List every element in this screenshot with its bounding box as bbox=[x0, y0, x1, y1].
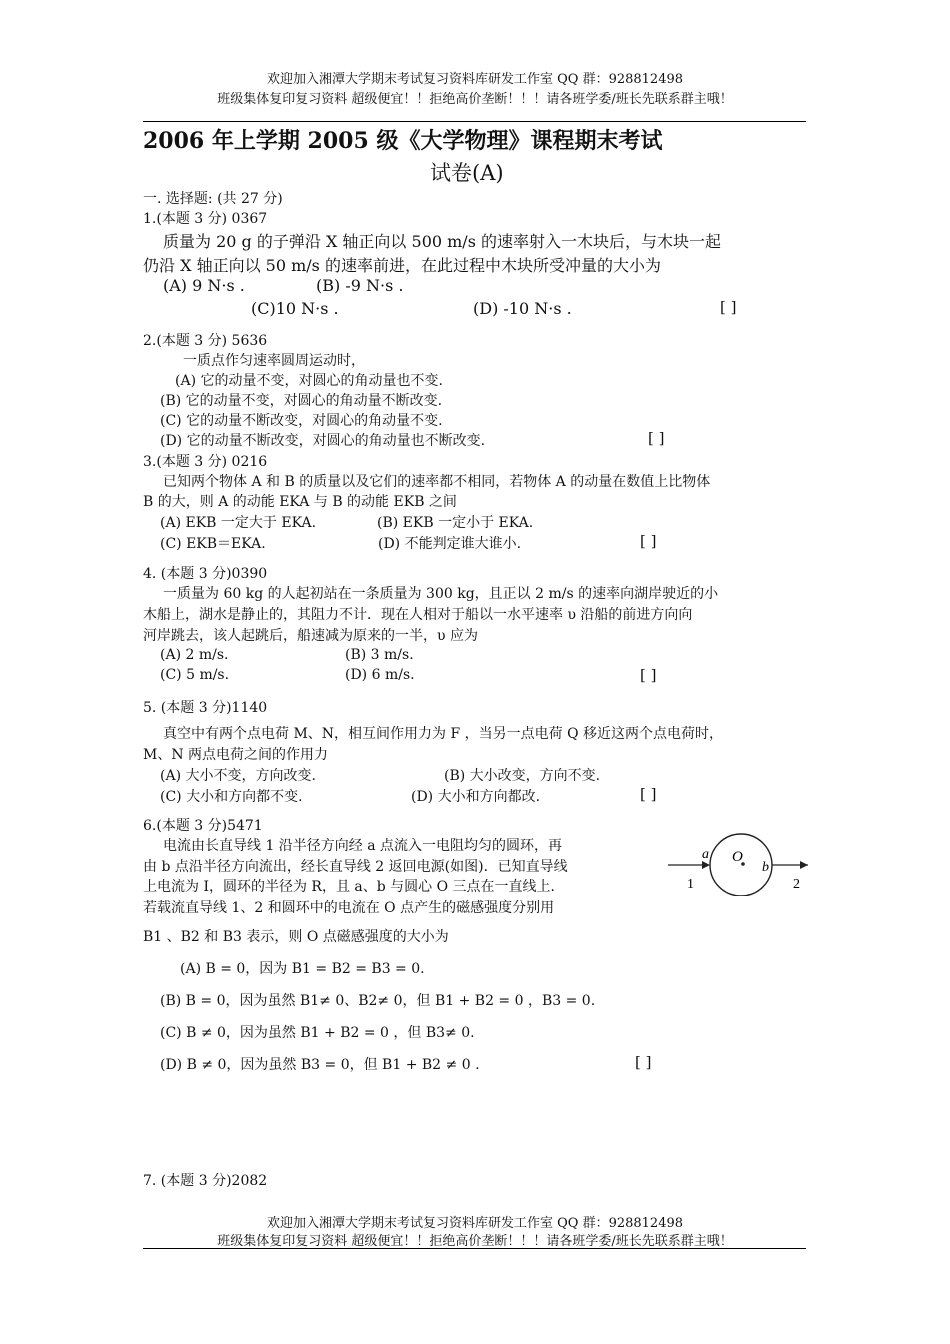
label-wire-1: 1 bbox=[687, 877, 694, 892]
q5-stem-line1: 真空中有两个点电荷 M、N，相互间作用力为 F ，当另一点电荷 Q 移近这两个点电荷时， bbox=[163, 726, 724, 742]
q5-option-b: (B) 大小改变，方向不变. bbox=[444, 768, 601, 784]
exam-subtitle: 试卷(A) bbox=[430, 161, 504, 185]
q5-option-c: (C) 大小和方向都不变. bbox=[160, 789, 303, 805]
q3-answer-bracket[interactable]: [ ] bbox=[640, 532, 657, 550]
page-footer-line1: 欢迎加入湘潭大学期末考试复习资料库研发工作室 QQ 群：928812498 bbox=[266, 1216, 684, 1231]
q1-option-b: (B) -9 N·s . bbox=[316, 276, 404, 295]
page-footer-line2: 班级集体复印复习资料 超级便宜！！拒绝高价垄断！！！请各班学委/班长先联系群主哦！ bbox=[217, 1234, 733, 1249]
q5-option-d: (D) 大小和方向都改. bbox=[411, 789, 541, 805]
q6-option-a: (A) B = 0，因为 B1 = B2 = B3 = 0. bbox=[180, 961, 425, 977]
q6-stem-line5: B1 、B2 和 B3 表示，则 O 点磁感强度的大小为 bbox=[143, 929, 449, 945]
q2-option-a: (A) 它的动量不变，对圆心的角动量也不变. bbox=[175, 373, 443, 389]
q6-header: 6.(本题 3 分)5471 bbox=[143, 818, 263, 834]
q4-answer-bracket[interactable]: [ ] bbox=[640, 666, 657, 684]
q2-stem: 一质点作匀速率圆周运动时， bbox=[183, 353, 365, 369]
q5-stem-line2: M、N 两点电荷之间的作用力 bbox=[143, 747, 329, 763]
q6-option-b: (B) B = 0，因为虽然 B1≠ 0、B2≠ 0，但 B1 + B2 = 0 ，B3 = 0. bbox=[160, 993, 596, 1009]
q6-stem-line4: 若载流直导线 1、2 和圆环中的电流在 O 点产生的磁感强度分别用 bbox=[143, 900, 555, 916]
q2-answer-bracket[interactable]: [ ] bbox=[648, 429, 665, 447]
q3-option-d: (D) 不能判定谁大谁小. bbox=[378, 536, 522, 552]
q1-stem-line2: 仍沿 X 轴正向以 50 m/s 的速率前进，在此过程中木块所受冲量的大小为 bbox=[143, 256, 661, 275]
q2-option-c: (C) 它的动量不断改变，对圆心的角动量不变. bbox=[160, 413, 443, 429]
label-o: O bbox=[732, 849, 743, 865]
arrow-in-icon bbox=[702, 861, 710, 869]
q1-option-d: (D) -10 N·s . bbox=[473, 299, 572, 318]
q2-option-b: (B) 它的动量不变，对圆心的角动量不断改变. bbox=[160, 393, 443, 409]
q6-answer-bracket[interactable]: [ ] bbox=[635, 1053, 652, 1071]
section-heading: 一. 选择题: (共 27 分) bbox=[143, 191, 283, 207]
q4-stem-line1: 一质量为 60 kg 的人起初站在一条质量为 300 kg，且正以 2 m/s 的速率向湖岸驶近的小 bbox=[163, 586, 719, 602]
q4-header: 4. (本题 3 分)0390 bbox=[143, 566, 268, 582]
header-rule bbox=[143, 121, 806, 122]
q4-stem-line3: 河岸跳去，该人起跳后，船速减为原来的一半，υ 应为 bbox=[143, 628, 478, 644]
q6-stem-line3: 上电流为 I，圆环的半径为 R，且 a、b 与圆心 O 三点在一直线上． bbox=[143, 879, 565, 895]
q3-header: 3.(本题 3 分) 0216 bbox=[143, 454, 268, 470]
q5-option-a: (A) 大小不变，方向改变. bbox=[160, 768, 316, 784]
footer-rule bbox=[143, 1248, 806, 1249]
label-b: b bbox=[762, 860, 769, 875]
q3-option-a: (A) EKB 一定大于 EKA. bbox=[160, 515, 317, 531]
q4-option-b: (B) 3 m/s. bbox=[345, 647, 414, 663]
page-header-line2: 班级集体复印复习资料 超级便宜！！拒绝高价垄断！！！请各班学委/班长先联系群主哦！ bbox=[217, 92, 733, 107]
q3-stem-line1: 已知两个物体 A 和 B 的质量以及它们的速率都不相同，若物体 A 的动量在数值上比物体 bbox=[163, 474, 711, 490]
q6-circuit-figure bbox=[668, 826, 818, 896]
q1-answer-bracket[interactable]: [ ] bbox=[720, 298, 737, 316]
q4-option-c: (C) 5 m/s. bbox=[160, 667, 230, 683]
q4-stem-line2: 木船上，湖水是静止的，其阻力不计．现在人相对于船以一水平速率 υ 沿船的前进方向向 bbox=[143, 607, 693, 623]
exam-title: 2006 年上学期 2005 级《大学物理》课程期末考试 bbox=[143, 128, 663, 154]
label-a: a bbox=[702, 847, 709, 862]
q4-option-d: (D) 6 m/s. bbox=[345, 667, 415, 683]
arrow-out-icon bbox=[800, 861, 808, 869]
q2-header: 2.(本题 3 分) 5636 bbox=[143, 333, 268, 349]
q6-option-c: (C) B ≠ 0，因为虽然 B1 + B2 = 0 ，但 B3≠ 0. bbox=[160, 1025, 475, 1041]
q3-option-c: (C) EKB＝EKA. bbox=[160, 536, 266, 552]
q3-option-b: (B) EKB 一定小于 EKA. bbox=[377, 515, 534, 531]
q6-option-d: (D) B ≠ 0，因为虽然 B3 = 0，但 B1 + B2 ≠ 0 . bbox=[160, 1057, 480, 1073]
q3-stem-line2: B 的大，则 A 的动能 EKA 与 B 的动能 EKB 之间 bbox=[143, 494, 457, 510]
q2-option-d: (D) 它的动量不断改变，对圆心的角动量也不断改变. bbox=[160, 433, 486, 449]
q1-stem-line1: 质量为 20 g 的子弹沿 X 轴正向以 500 m/s 的速率射入一木块后，与木块一起 bbox=[163, 232, 721, 251]
q6-stem-line1: 电流由长直导线 1 沿半径方向经 a 点流入一电阻均匀的圆环，再 bbox=[163, 838, 563, 854]
q1-option-c: (C)10 N·s . bbox=[251, 299, 339, 318]
q5-answer-bracket[interactable]: [ ] bbox=[640, 785, 657, 803]
q4-option-a: (A) 2 m/s. bbox=[160, 647, 229, 663]
q1-option-a: (A) 9 N·s . bbox=[163, 276, 245, 295]
q1-header: 1.(本题 3 分) 0367 bbox=[143, 211, 268, 227]
q7-header: 7. (本题 3 分)2082 bbox=[143, 1173, 268, 1189]
label-wire-2: 2 bbox=[793, 877, 800, 892]
q5-header: 5. (本题 3 分)1140 bbox=[143, 700, 268, 716]
page-header-line1: 欢迎加入湘潭大学期末考试复习资料库研发工作室 QQ 群：928812498 bbox=[266, 72, 684, 87]
q6-stem-line2: 由 b 点沿半径方向流出，经长直导线 2 返回电源(如图)．已知直导线 bbox=[143, 859, 568, 875]
